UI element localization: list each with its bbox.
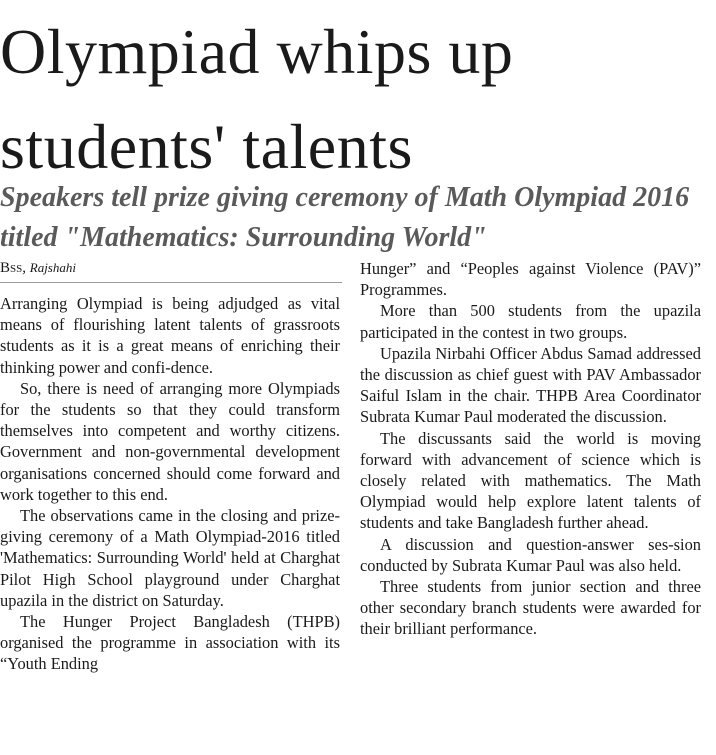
paragraph: The Hunger Project Bangladesh (THPB) organised the programme in association with its “Youth Ending [0,612,340,674]
paragraph: The observations came in the closing and prize-giving ceremony of a Math Olympiad-2016 titled 'Mathematics: Surrounding World' held at Charghat Pilot High School playground under Charghat upazila in the district on Saturday. [0,506,340,610]
paragraph: Arranging Olympiad is being adjudged as vital means of flourishing latent talents of grassroots students as it is a great means of enriching their thinking power and confi-dence. [0,294,340,377]
byline-place: Rajshahi [29,260,76,275]
paragraph: A discussion and question-answer ses-sion conducted by Subrata Kumar Paul was also held. [360,534,701,575]
paragraph: Three students from junior section and three other secondary branch students were awarded for their brilliant performance. [360,577,701,639]
paragraph: Upazila Nirbahi Officer Abdus Samad addressed the discussion as chief guest with PAV Ambassador Saiful Islam in the chair. THPB Area Coordinator Subrata Kumar Paul moderated the discussion. [360,343,701,427]
byline [0,258,76,278]
paragraph: More than 500 students from the upazila participated in the contest in two groups. [360,301,701,342]
paragraph: So, there is need of arranging more Olympiads for the students so that they could transform themselves into competent and worthy citizens. Government and non-governmental development organisations concerned should come forward and work together to this end. [0,378,340,504]
subheadline: Speakers tell prize giving ceremony of Math Olympiad 2016 titled "Mathematics: Surrounding World" [0,182,690,253]
byline-divider [0,282,342,283]
byline-agency: Bss, [0,260,26,276]
paragraph: The discussants said the world is moving forward with advancement of science which is closely related with mathematics. The Math Olympiad would help explore latent talents of students and take Bangladesh further ahead. [360,428,701,533]
paragraph: Hunger” and “Peoples against Violence (PAV)” Programmes. [360,259,701,300]
headline: Olympiad whips up students' talents [0,16,514,182]
article-column-1 [0,293,340,675]
article-column-2 [360,258,701,640]
